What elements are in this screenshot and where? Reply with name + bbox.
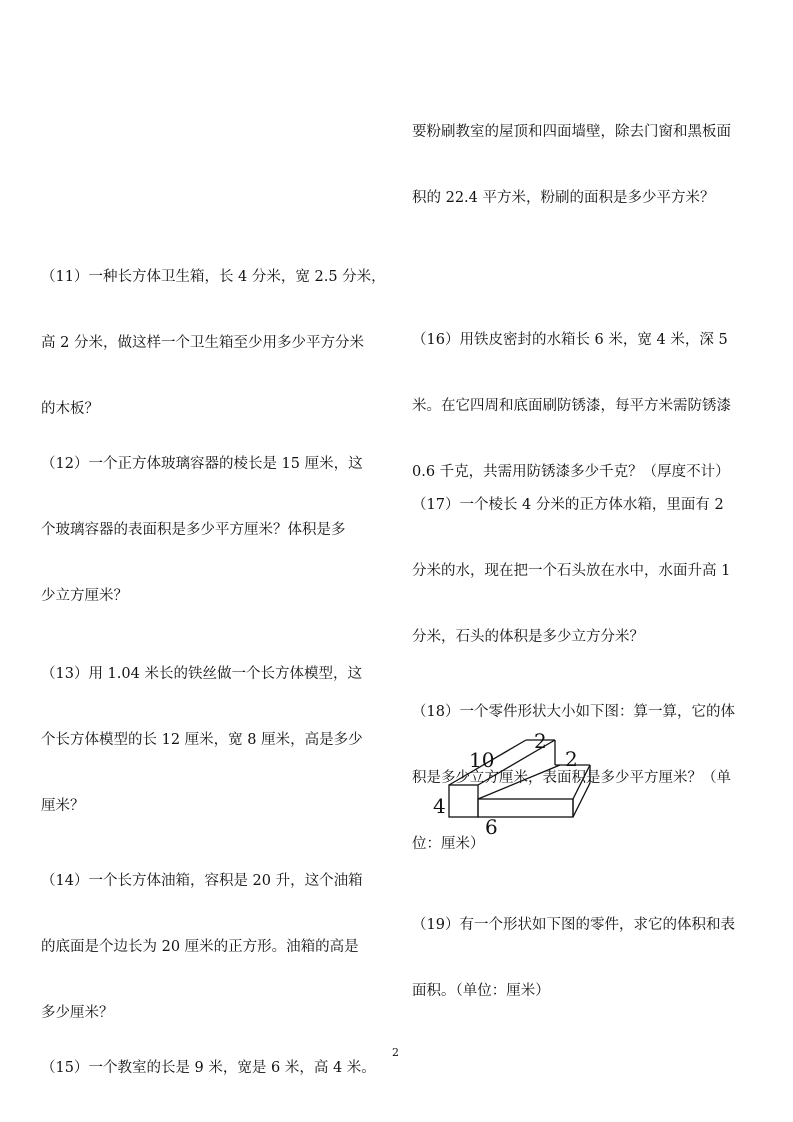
question-13: （13）用 1.04 米长的铁丝做一个长方体模型，这 个长方体模型的长 12 厘米，宽 8 厘米，高是多少 厘米？ bbox=[41, 666, 363, 814]
question-14: （14）一个长方体油箱，容积是 20 升，这个油箱 的底面是个边长为 20 厘米的正方形。油箱的高是 多少厘米？ bbox=[41, 873, 363, 1021]
question-11: （11）一种长方体卫生箱，长 4 分米，宽 2.5 分米， 高 2 分米，做这样一个卫生箱至少用多少平方分米 的木板？ bbox=[41, 269, 386, 417]
question-15: （15）一个教室的长是 9 米，宽是 6 米，高 4 米。 bbox=[41, 1060, 376, 1076]
question-17: （17）一个棱长 4 分米的正方体水箱，里面有 2 分米的水，现在把一个石头放在水中，水面升高 1 分米，石头的体积是多少立方分米？ bbox=[412, 497, 731, 645]
figure-label-top: 2 bbox=[534, 730, 547, 753]
question-19: （19）有一个形状如下图的零件，求它的体积和表 面积。（单位：厘米） bbox=[412, 917, 735, 999]
figure-label-right: 2 bbox=[565, 747, 578, 771]
figure-label-long: 10 bbox=[469, 748, 495, 772]
stepped-part-figure bbox=[425, 730, 600, 840]
figure-label-bottom: 6 bbox=[485, 815, 498, 839]
question-16: （16）用铁皮密封的水箱长 6 米，宽 4 米，深 5 米。在它四周和底面刷防锈漆，每平方米需防锈漆 0.6 千克，共需用防锈漆多少千克？（厚度不计） bbox=[412, 332, 731, 480]
question-15-continued: 要粉刷教室的屋顶和四面墙壁，除去门窗和黑板面 积的 22.4 平方米，粉刷的面积是多少平方米？ bbox=[412, 124, 731, 206]
figure-label-height: 4 bbox=[433, 794, 446, 818]
page-number: 2 bbox=[392, 1046, 399, 1059]
question-12: （12）一个正方体玻璃容器的棱长是 15 厘米，这 个玻璃容器的表面积是多少平方厘米？体积是多 少立方厘米？ bbox=[41, 456, 363, 604]
question-18: （18）一个零件形状大小如下图：算一算，它的体 积是多少立方厘米，表面积是多少平方厘米？（单 位：厘米） bbox=[412, 704, 735, 852]
